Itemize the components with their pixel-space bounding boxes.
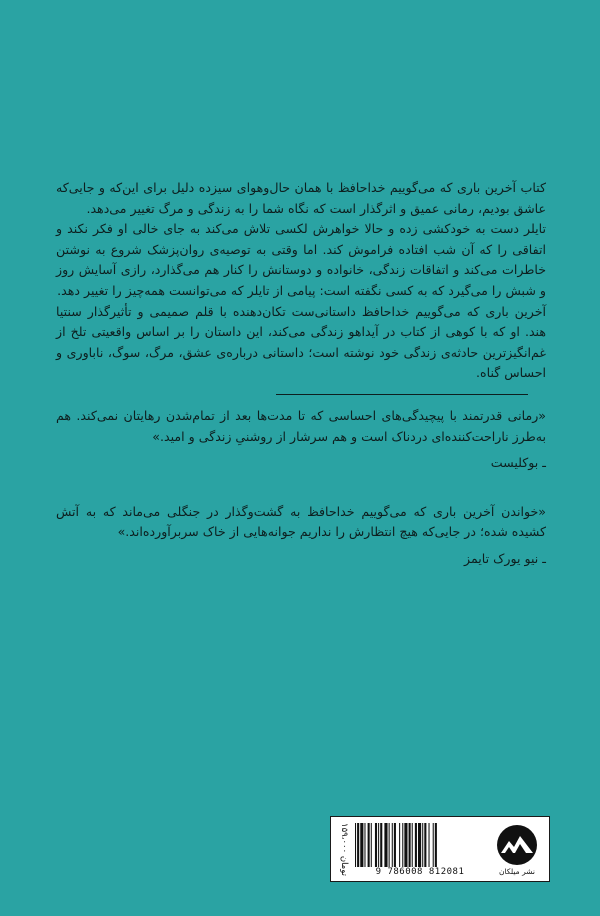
barcode-bar [360, 823, 363, 867]
quote-2-source: ـ نیو یورک تایمز [464, 550, 546, 566]
barcode-bar [355, 823, 356, 867]
barcode-bar [364, 823, 365, 867]
barcode-bar [389, 823, 390, 867]
barcode-bar [380, 823, 382, 867]
price-label: ۱۵۹،۰۰۰ تومان [339, 822, 349, 876]
quote-2-text: «خواندن آخرین باری که می‌گوییم خداحافظ به گشت‌وگذار در جنگلی می‌ماند که به آتش کشیده شده؛ در جایی‌که هیچ انتظارش را نداریم جوانه‌هایی از خاک سربرآورده‌اند.» [56, 503, 546, 540]
isbn-digits: 9 786008 812081 [375, 867, 465, 877]
barcode-bar [418, 823, 421, 867]
quote-1-text: «رمانی قدرتمند با پیچیدگی‌های احساسی که تا مدت‌ها بعد از تمام‌شدن رهایتان نمی‌کند. هم به‌طرز ناراحت‌کننده‌ای دردناک است و هم سرشار از روشنیِ زندگی و امید.» [56, 407, 546, 444]
barcode-bar [433, 823, 434, 867]
barcode-bar [415, 823, 417, 867]
barcode-bar [409, 823, 411, 867]
barcode-bar [404, 823, 407, 867]
barcode-bar [375, 823, 377, 867]
barcode-bar [384, 823, 387, 867]
barcode-bar [368, 823, 370, 867]
barcode-bar [394, 823, 396, 867]
description-paragraph-1: کتاب آخرین باری که می‌گوییم خداحافظ با همان حال‌وهوای سیزده دلیل برای این‌که و جایی‌که عاشق بودیم، رمانی عمیق و اثرگذار است که نگاه شما را به زندگی و مرگ تغییر می‌دهد. [56, 180, 546, 216]
section-divider [276, 394, 528, 395]
barcode-bars [353, 823, 485, 867]
quote-1-source: ـ بوکلیست [490, 455, 546, 471]
barcode-bar [371, 823, 372, 867]
barcode-bar [378, 823, 379, 867]
barcode-bar [412, 823, 413, 867]
barcode-bar [357, 823, 359, 867]
barcode-bar [435, 823, 437, 867]
back-cover-text [56, 178, 546, 598]
publisher-name: نشر میلکان [499, 867, 535, 876]
barcode-bar [424, 823, 426, 867]
barcode-bar [399, 823, 400, 867]
barcode-bar [429, 823, 430, 867]
description-paragraph-2: تایلر دست به خودکشی زده و حالا خواهرش لکسی تلاش می‌کند به جای خالی او فکر نکند و اتفاقی را که آن شب افتاده فراموش کند. اما وقتی به توصیه‌ی روان‌پزشک شروع به نوشتن خاطرات می‌کند و اتفاقات زندگی، خانواده و دوستانش را کنار هم می‌گذارد، رازی آسایش روز و شبش را می‌گیرد که به کسی نگفته است: پیامی از تایلر که می‌توانست همه‌چیز را تغییر دهد. [56, 221, 546, 298]
barcode-bar [402, 823, 403, 867]
barcode-bar [392, 823, 393, 867]
description-paragraph-3: آخرین باری که می‌گوییم خداحافظ داستانی‌ست تکان‌دهنده با قلم صمیمی و تأثیرگذار سنتیا هند. او که با کوهی از کتاب در آیداهو زندگی می‌کند، این داستان را بر اساس واقعیتی تلخ از غم‌انگیزترین حادثه‌ی زندگی خود نوشته است؛ داستانی درباره‌ی عشق، مرگ، سوگ، ناباوری و احساس گناه. [56, 303, 546, 381]
barcode-bar [422, 823, 423, 867]
barcode-panel [330, 816, 550, 882]
